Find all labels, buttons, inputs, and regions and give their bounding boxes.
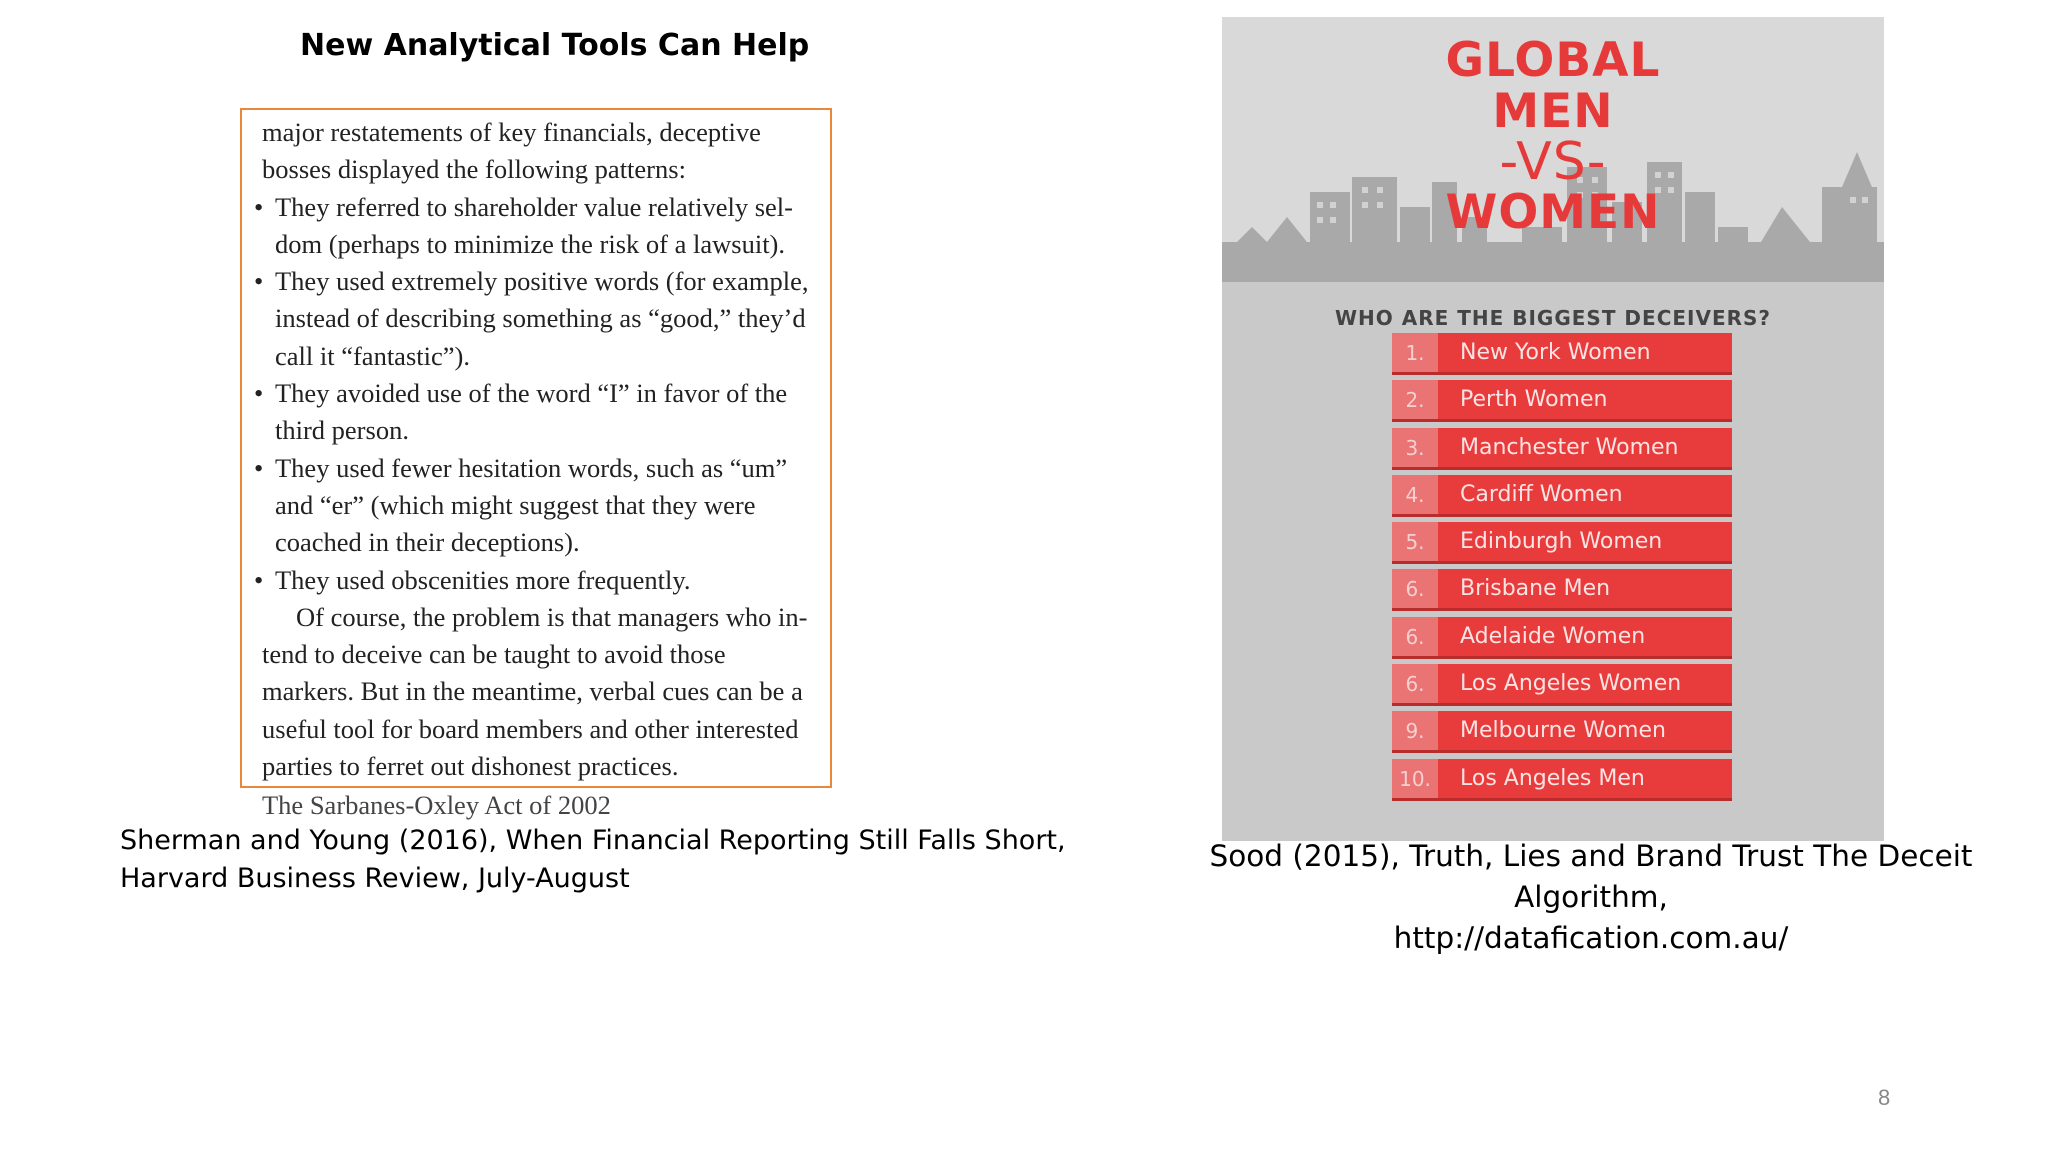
rank-number: 9. — [1392, 711, 1438, 750]
rank-number: 6. — [1392, 617, 1438, 656]
right-citation-line: http://datafication.com.au/ — [1393, 921, 1789, 955]
ranking-row — [1392, 522, 1732, 564]
rank-number: 3. — [1392, 428, 1438, 467]
slide-title: New Analytical Tools Can Help — [300, 28, 810, 63]
excerpt-bullet: • They referred to shareholder value relatively sel-dom (perhaps to minimize the risk of a lawsuit). — [262, 189, 810, 264]
ranking-row — [1392, 475, 1732, 517]
left-citation — [120, 822, 1066, 898]
ranking-row — [1392, 428, 1732, 470]
ranking-row — [1392, 711, 1732, 753]
rank-label: Adelaide Women — [1438, 617, 1732, 656]
infographic-title-line: WOMEN — [1445, 185, 1661, 240]
infographic-title — [1222, 35, 1884, 238]
rank-label: Los Angeles Men — [1438, 759, 1732, 798]
rank-label: New York Women — [1438, 333, 1732, 372]
infographic-title-line: GLOBAL — [1445, 33, 1661, 88]
rank-label: Los Angeles Women — [1438, 664, 1732, 703]
ranking-row — [1392, 617, 1732, 659]
excerpt-bullet: • They used fewer hesitation words, such as “um” and “er” (which might suggest that they were coached in their deceptions). — [262, 450, 810, 562]
excerpt-cut-line: The Sarbanes-Oxley Act of 2002 — [262, 790, 611, 821]
deceivers-infographic — [1222, 17, 1884, 841]
rank-number: 10. — [1392, 759, 1438, 798]
page-number: 8 — [1878, 1085, 1891, 1110]
infographic-subtitle: WHO ARE THE BIGGEST DECEIVERS? — [1334, 306, 1772, 330]
rank-number: 5. — [1392, 522, 1438, 561]
ranking-row — [1392, 333, 1732, 375]
article-excerpt — [240, 108, 832, 821]
rank-label: Edinburgh Women — [1438, 522, 1732, 561]
excerpt-bullet: • They used extremely positive words (for example, instead of describing something as “good,” they’d call it “fantastic”). — [262, 263, 810, 375]
right-citation — [1160, 836, 2022, 959]
rank-label: Melbourne Women — [1438, 711, 1732, 750]
ranking-row — [1392, 664, 1732, 706]
excerpt-bullet: • They avoided use of the word “I” in favor of the third person. — [262, 375, 810, 450]
rank-label: Perth Women — [1438, 380, 1732, 419]
right-citation-line: Sood (2015), Truth, Lies and Brand Trust The Deceit Algorithm, — [1209, 839, 1973, 914]
left-citation-line: Sherman and Young (2016), When Financial Reporting Still Falls Short, — [120, 825, 1066, 856]
rank-label: Manchester Women — [1438, 428, 1732, 467]
excerpt-bullet-list — [262, 189, 810, 599]
rank-label: Brisbane Men — [1438, 569, 1732, 608]
excerpt-bullet: • They used obscenities more frequently. — [262, 562, 810, 599]
rank-number: 2. — [1392, 380, 1438, 419]
rank-number: 4. — [1392, 475, 1438, 514]
ranking-row — [1392, 569, 1732, 611]
infographic-title-line: -VS- — [1499, 132, 1607, 192]
ranking-row — [1392, 759, 1732, 801]
rank-number: 1. — [1392, 333, 1438, 372]
rank-number: 6. — [1392, 569, 1438, 608]
rank-label: Cardiff Women — [1438, 475, 1732, 514]
excerpt-closing: Of course, the problem is that managers who in-tend to deceive can be taught to avoid those markers. But in the meantime, verbal cues can be a useful tool for board members and other interested parties to ferret out dishonest practices. — [262, 601, 808, 782]
ranking-row — [1392, 380, 1732, 422]
infographic-title-line: MEN — [1492, 84, 1614, 139]
rank-number: 6. — [1392, 664, 1438, 703]
deceivers-ranking-list — [1392, 333, 1732, 806]
excerpt-lead: major restatements of key financials, deceptive bosses displayed the following patterns: — [262, 117, 761, 185]
left-citation-line: Harvard Business Review, July-August — [120, 863, 630, 894]
